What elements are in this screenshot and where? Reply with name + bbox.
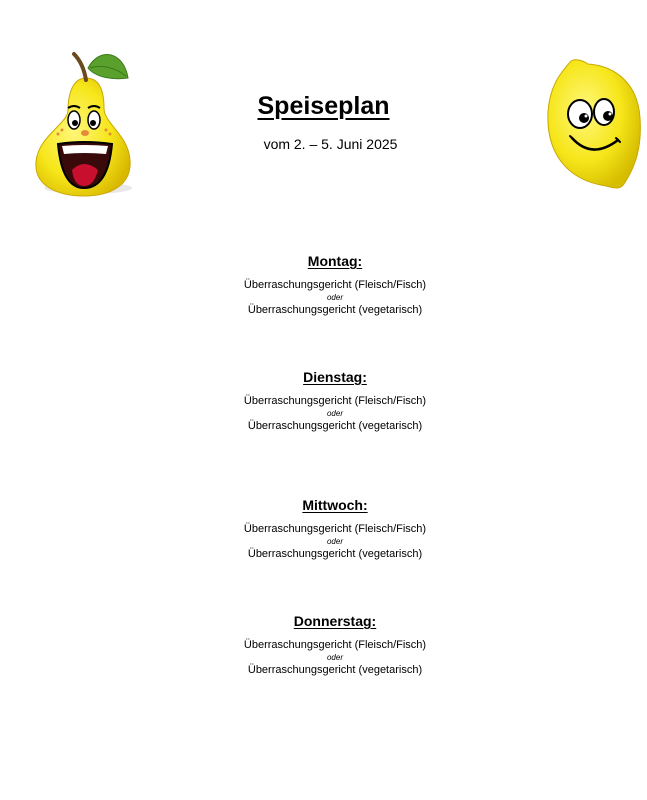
day-section-monday [0,252,647,317]
dish-vegetarian: Überraschungsgericht (vegetarisch) [247,664,423,676]
dish-meat: Überraschungsgericht (Fleisch/Fisch) [243,523,427,535]
lemon-icon [544,56,644,192]
day-section-wednesday [0,496,647,561]
dish-separator: oder [326,653,343,662]
date-range: vom 2. – 5. Juni 2025 [263,136,398,152]
page-title: Speiseplan [257,92,390,120]
dish-meat: Überraschungsgericht (Fleisch/Fisch) [243,639,427,651]
dish-vegetarian: Überraschungsgericht (vegetarisch) [247,548,423,560]
dish-separator: oder [326,409,343,418]
day-section-thursday [0,612,647,677]
dish-meat: Überraschungsgericht (Fleisch/Fisch) [243,279,427,291]
day-title: Montag: [307,253,363,269]
day-title: Mittwoch: [302,497,368,513]
dish-separator: oder [326,537,343,546]
day-title: Donnerstag: [293,613,377,629]
day-section-tuesday [0,368,647,433]
dish-meat: Überraschungsgericht (Fleisch/Fisch) [243,395,427,407]
dish-vegetarian: Überraschungsgericht (vegetarisch) [247,420,423,432]
dish-separator: oder [326,293,343,302]
dish-vegetarian: Überraschungsgericht (vegetarisch) [247,304,423,316]
pear-icon [28,48,140,200]
day-title: Dienstag: [303,369,367,385]
